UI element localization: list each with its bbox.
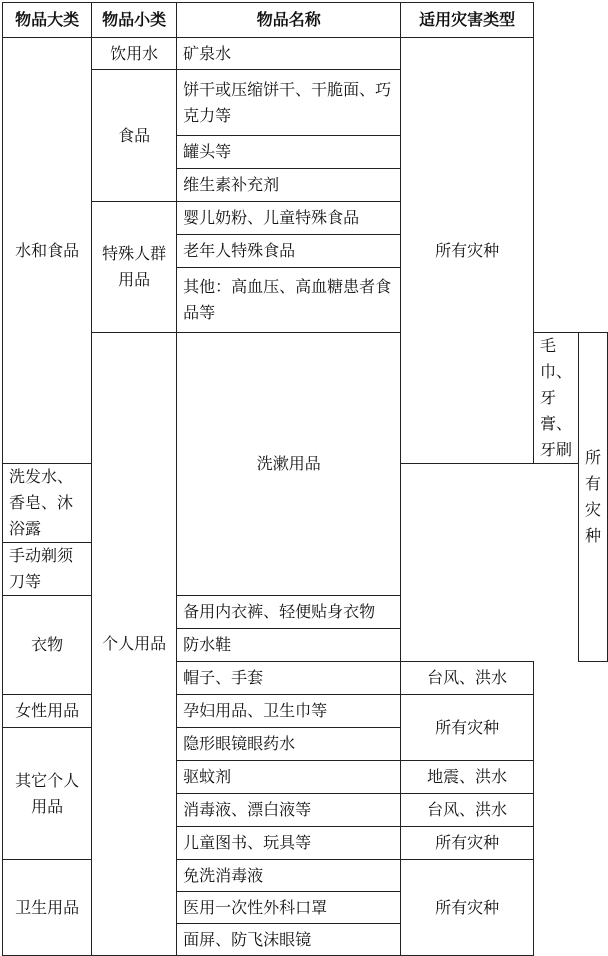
category-water-food: 水和食品 — [3, 38, 92, 464]
item-name: 矿泉水 — [177, 38, 401, 70]
subcategory-hygiene: 卫生用品 — [3, 860, 92, 956]
disaster-type: 所有灾种 — [401, 827, 534, 860]
header-subcategory: 物品小类 — [92, 3, 177, 38]
disaster-type: 所有灾种 — [401, 38, 534, 464]
supplies-table — [2, 2, 608, 956]
item-name: 饼干或压缩饼干、干脆面、巧克力等 — [177, 70, 401, 136]
item-name: 医用一次性外科口罩 — [177, 892, 401, 924]
subcategory-female: 女性用品 — [3, 695, 92, 728]
item-name: 备用内衣裤、轻便贴身衣物 — [177, 596, 401, 629]
header-category: 物品大类 — [3, 3, 92, 38]
header-row — [3, 3, 608, 38]
item-name: 孕妇用品、卫生巾等 — [177, 695, 401, 728]
item-name: 罐头等 — [177, 136, 401, 169]
item-name: 隐形眼镜眼药水 — [177, 728, 401, 761]
table-row — [3, 38, 608, 70]
subcategory-special-groups — [92, 202, 177, 333]
item-name: 免洗消毒液 — [177, 860, 401, 892]
subcategory-other-line1: 其它个人 — [15, 770, 80, 790]
item-name: 帽子、手套 — [177, 662, 401, 695]
item-name: 婴儿奶粉、儿童特殊食品 — [177, 202, 401, 235]
disaster-type: 地震、洪水 — [401, 761, 534, 794]
category-personal: 个人用品 — [92, 333, 177, 956]
subcategory-clothing: 衣物 — [3, 596, 92, 695]
subcategory-drinking-water: 饮用水 — [92, 38, 177, 70]
item-name: 毛巾、牙膏、牙刷 — [533, 333, 578, 464]
subcategory-other-personal — [3, 728, 92, 860]
item-name: 消毒液、漂白液等 — [177, 794, 401, 827]
subcategory-special-line1: 特殊人群 — [102, 244, 167, 263]
disaster-type: 台风、洪水 — [401, 662, 534, 695]
subcategory-special-line2: 用品 — [118, 270, 151, 289]
subcategory-other-line2: 用品 — [31, 796, 64, 816]
disaster-type: 所有灾种 — [401, 695, 534, 761]
header-item-name: 物品名称 — [177, 3, 401, 38]
disaster-type: 所有灾种 — [578, 333, 607, 662]
subcategory-wash: 洗漱用品 — [177, 333, 401, 596]
item-name: 防水鞋 — [177, 629, 401, 662]
item-name: 其他：高血压、高血糖患者食品等 — [177, 268, 401, 333]
item-name: 维生素补充剂 — [177, 169, 401, 202]
item-name: 驱蚊剂 — [177, 761, 401, 794]
disaster-type: 所有灾种 — [401, 860, 534, 956]
item-name: 手动剃须刀等 — [3, 543, 92, 596]
subcategory-food: 食品 — [92, 70, 177, 202]
header-disaster-type: 适用灾害类型 — [401, 3, 534, 38]
disaster-type: 台风、洪水 — [401, 794, 534, 827]
item-name: 洗发水、香皂、沐浴露 — [3, 464, 92, 543]
item-name: 老年人特殊食品 — [177, 235, 401, 268]
item-name: 面屏、防飞沫眼镜 — [177, 924, 401, 956]
item-name: 儿童图书、玩具等 — [177, 827, 401, 860]
